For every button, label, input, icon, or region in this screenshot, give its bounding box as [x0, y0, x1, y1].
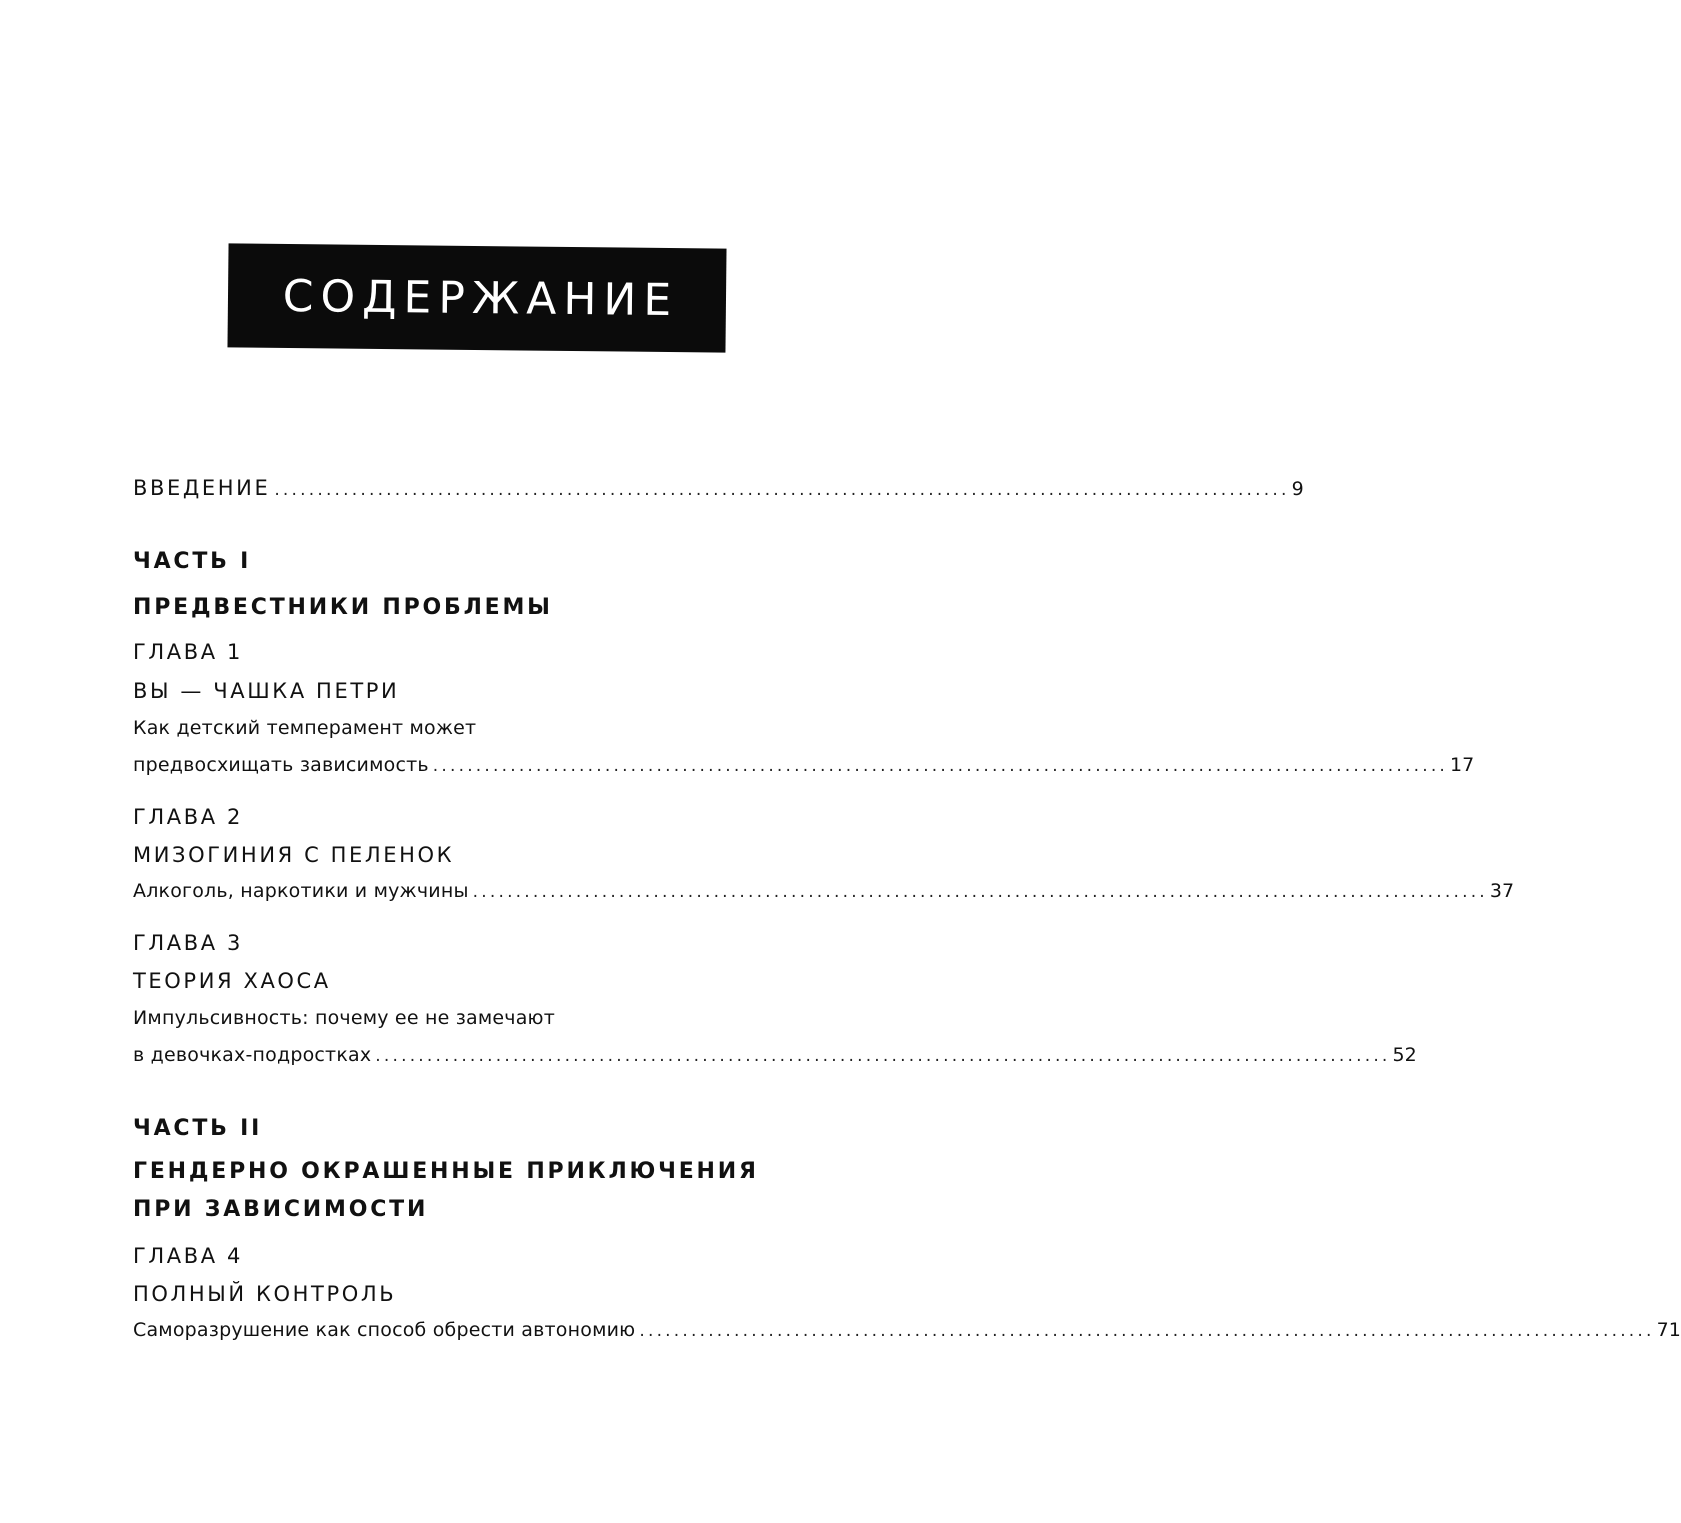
chapter-subtitle: в девочках-подростках	[133, 1044, 372, 1066]
dot-leader: ......................................................................................................................	[274, 480, 1290, 500]
chapter-subtitle: Импульсивность: почему ее не замечают	[133, 1007, 555, 1029]
chapter-subtitle: Алкоголь, наркотики и мужчины	[133, 880, 469, 902]
toc-entry-intro[interactable]	[133, 476, 1304, 500]
chapter-label: ГЛАВА 2	[133, 805, 243, 829]
chapter-subtitle: Саморазрушение как способ обрести автономию	[133, 1319, 636, 1341]
toc-page-number: 9	[1291, 478, 1304, 500]
chapter-subtitle: Как детский темперамент может	[133, 717, 477, 739]
chapter-title[interactable]: ТЕОРИЯ ХАОСА	[133, 969, 331, 993]
toc-entry-ch1[interactable]	[133, 754, 1475, 776]
chapter-subtitle: предвосхищать зависимость	[133, 754, 429, 776]
chapter-label: ГЛАВА 4	[133, 1244, 243, 1268]
toc-entry-ch2[interactable]	[133, 880, 1515, 902]
dot-leader: ......................................................................................................................	[472, 882, 1488, 902]
toc-entry-label: ВВЕДЕНИЕ	[133, 476, 271, 500]
dot-leader: ......................................................................................................................	[639, 1321, 1655, 1341]
chapter-label: ГЛАВА 3	[133, 931, 243, 955]
toc-entry-ch4[interactable]	[133, 1319, 1681, 1341]
toc-entry-ch3[interactable]	[133, 1044, 1417, 1066]
part-title-continued: ПРИ ЗАВИСИМОСТИ	[133, 1197, 429, 1222]
part-title: ПРЕДВЕСТНИКИ ПРОБЛЕМЫ	[133, 595, 553, 620]
dot-leader: ......................................................................................................................	[375, 1046, 1391, 1066]
chapter-title[interactable]: МИЗОГИНИЯ С ПЕЛЕНОК	[133, 843, 455, 867]
toc-page-number: 37	[1489, 880, 1515, 902]
chapter-title[interactable]: ПОЛНЫЙ КОНТРОЛЬ	[133, 1282, 397, 1306]
contents-title-banner	[227, 243, 726, 352]
toc-page-number: 17	[1450, 754, 1475, 776]
part-label: ЧАСТЬ II	[133, 1116, 263, 1141]
chapter-label: ГЛАВА 1	[133, 640, 243, 664]
toc-page-number: 52	[1392, 1044, 1417, 1066]
part-label: ЧАСТЬ I	[133, 549, 252, 574]
toc-page-number: 71	[1656, 1319, 1681, 1341]
chapter-title[interactable]: ВЫ — ЧАШКА ПЕТРИ	[133, 679, 400, 703]
dot-leader: ......................................................................................................................	[432, 756, 1449, 776]
part-title: ГЕНДЕРНО ОКРАШЕННЫЕ ПРИКЛЮЧЕНИЯ	[133, 1159, 759, 1184]
contents-title: СОДЕРЖАНИЕ	[282, 270, 679, 326]
